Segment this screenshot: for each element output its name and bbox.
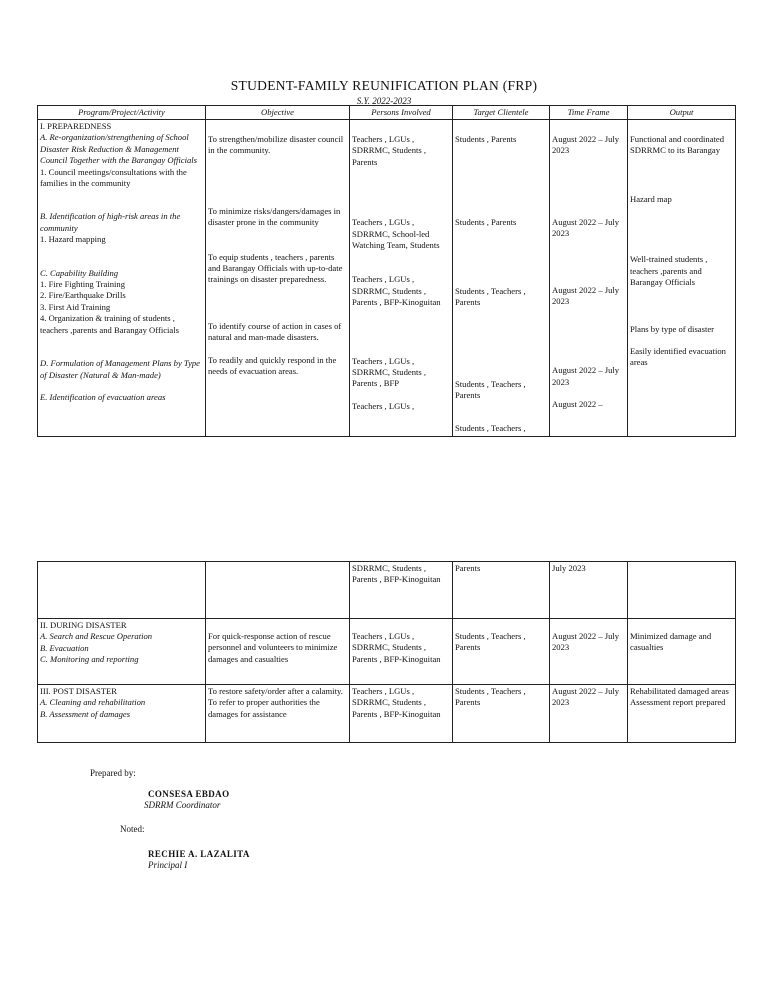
program-cell [38, 120, 206, 437]
output-cell [628, 120, 736, 437]
table-header-row [38, 106, 736, 120]
activity-item: 1. Council meetings/consultations with the families in the community [40, 166, 187, 189]
output-text: Hazard map [630, 193, 672, 204]
objective-cell [206, 685, 350, 743]
persons-text: Teachers , LGUs , [352, 400, 415, 411]
persons-cell [350, 685, 453, 743]
persons-cell [350, 120, 453, 437]
program-cell [38, 619, 206, 685]
time-text: August 2022 – July 2023 [552, 686, 620, 708]
persons-text: SDRRMC, Students , Parents , BFP-Kinoguitan [352, 563, 441, 585]
time-cell [550, 120, 628, 437]
objective-cell [206, 619, 350, 685]
activity-title: A. Re-organization/strengthening of School Disaster Risk Reduction & Management Council Together with the Barangay Officials [40, 132, 197, 166]
time-text: July 2023 [552, 563, 586, 573]
output-text: Assessment report prepared [630, 697, 726, 708]
objective-text: To identify course of action in cases of natural and man-made disasters. [208, 320, 342, 343]
objective-text: To minimize risks/dangers/damages in disaster prone in the community [208, 205, 341, 228]
table-row [38, 562, 736, 619]
header-time: Time Frame [550, 106, 628, 120]
activity-item: 3. First Aid Training [40, 301, 111, 312]
prepared-by-label: Prepared by: [90, 768, 136, 778]
output-cell [628, 619, 736, 685]
activity-title: A. Search and Rescue Operation [40, 631, 153, 642]
target-text: Students , Teachers , Parents [455, 631, 526, 653]
table-row [38, 619, 736, 685]
target-cell [453, 562, 550, 619]
target-text: Students , Parents [455, 217, 517, 228]
persons-text: Teachers , LGUs , SDRRMC, Students , Parents , BFP-Kinoguitan [352, 274, 441, 308]
objective-cell [206, 120, 350, 437]
time-cell [550, 562, 628, 619]
time-text: August 2022 – July 2023 [552, 216, 620, 239]
target-text: Students , Teachers , Parents [455, 285, 526, 308]
prepared-by-role: SDRRM Coordinator [144, 800, 221, 810]
target-cell [453, 619, 550, 685]
activity-title: A. Cleaning and rehabilitation [40, 697, 146, 708]
target-text: Parents [455, 563, 481, 573]
persons-cell [350, 619, 453, 685]
program-cell [38, 562, 206, 619]
section-heading: II. DURING DISASTER [40, 620, 127, 630]
activity-item: 2. Fire/Earthquake Drills [40, 290, 126, 301]
objective-text: To refer to proper authorities the damages for assistance [208, 697, 320, 719]
target-text: Students , Teachers , [455, 423, 526, 434]
activity-title: C. Monitoring and reporting [40, 654, 139, 665]
persons-text: Teachers , LGUs , SDRRMC, Students , Parents , BFP-Kinoguitan [352, 686, 441, 719]
time-text: August 2022 – July 2023 [552, 284, 620, 307]
header-target: Target Clientele [453, 106, 550, 120]
persons-cell [350, 562, 453, 619]
activity-item: 1. Hazard mapping [40, 234, 106, 245]
objective-cell [206, 562, 350, 619]
plan-table-page-1 [37, 105, 736, 437]
objective-text: To restore safety/order after a calamity. [208, 686, 343, 696]
target-text: Students , Teachers , Parents [455, 378, 526, 401]
output-text: Minimized damage and casualties [630, 631, 712, 653]
objective-text: For quick-response action of rescue personnel and volunteers to minimize damages and casualties [208, 631, 338, 664]
time-text: August 2022 – [552, 399, 603, 410]
activity-title: E. Identification of evacuation areas [40, 391, 166, 402]
prepared-by-name: CONSESA EBDAO [148, 789, 230, 799]
output-text: Easily identified evacuation areas [630, 345, 726, 368]
output-cell [628, 685, 736, 743]
table-row [38, 120, 736, 437]
target-text: Students , Parents [455, 134, 517, 144]
header-output: Output [628, 106, 736, 120]
header-objective: Objective [206, 106, 350, 120]
noted-by-name: RECHIE A. LAZALITA [148, 849, 250, 859]
output-text: Functional and coordinated SDRRMC to its Barangay [630, 134, 725, 156]
school-year: S.Y. 2022-2023 [356, 96, 412, 106]
table-row [38, 685, 736, 743]
plan-table-page-2 [37, 561, 736, 743]
activity-title: C. Capability Building [40, 267, 119, 278]
document-title: STUDENT-FAMILY REUNIFICATION PLAN (FRP) [230, 78, 538, 93]
activity-title: D. Formulation of Management Plans by Type of Disaster (Natural & Man-made) [40, 358, 200, 380]
objective-text: To readily and quickly respond in the needs of evacuation areas. [208, 354, 337, 377]
activity-title: B. Identification of high-risk areas in the community [40, 211, 181, 233]
section-heading: III. POST DISASTER [40, 686, 117, 696]
section-heading: I. PREPAREDNESS [40, 121, 112, 131]
activity-item: 4. Organization & training of students , teachers ,parents and Barangay Officials [40, 313, 179, 335]
output-text: Rehabilitated damaged areas [630, 686, 729, 696]
target-cell [453, 685, 550, 743]
header-program: Program/Project/Activity [38, 106, 206, 120]
header-persons: Persons Involved [350, 106, 453, 120]
time-text: August 2022 – July 2023 [552, 134, 620, 156]
time-cell [550, 619, 628, 685]
time-text: August 2022 – July 2023 [552, 365, 620, 387]
activity-item: 1. Fire Fighting Training [40, 279, 125, 290]
target-text: Students , Teachers , Parents [455, 686, 526, 708]
target-cell [453, 120, 550, 437]
noted-by-role: Principal I [148, 860, 188, 870]
persons-text: Teachers , LGUs , SDRRMC, Students , Parents , BFP [352, 355, 427, 389]
time-cell [550, 685, 628, 743]
persons-text: Teachers , LGUs , SDRRMC, School-led Watching Team, Students [352, 217, 440, 251]
noted-label: Noted: [120, 824, 145, 834]
output-text: Plans by type of disaster [630, 324, 715, 335]
persons-text: Teachers , LGUs , SDRRMC, Students , Parents [352, 134, 427, 167]
time-text: August 2022 – July 2023 [552, 631, 620, 653]
objective-text: To strengthen/mobilize disaster council in the community. [208, 134, 344, 156]
output-cell [628, 562, 736, 619]
persons-text: Teachers , LGUs , SDRRMC, Students , Parents , BFP-Kinoguitan [352, 631, 441, 664]
program-cell [38, 685, 206, 743]
activity-title: B. Assessment of damages [40, 708, 131, 719]
output-text: Well-trained students , teachers ,parents and Barangay Officials [630, 254, 708, 288]
activity-title: B. Evacuation [40, 642, 89, 653]
objective-text: To equip students , teachers , parents and Barangay Officials with up-to-date trainings on disaster preparedness. [208, 251, 343, 285]
